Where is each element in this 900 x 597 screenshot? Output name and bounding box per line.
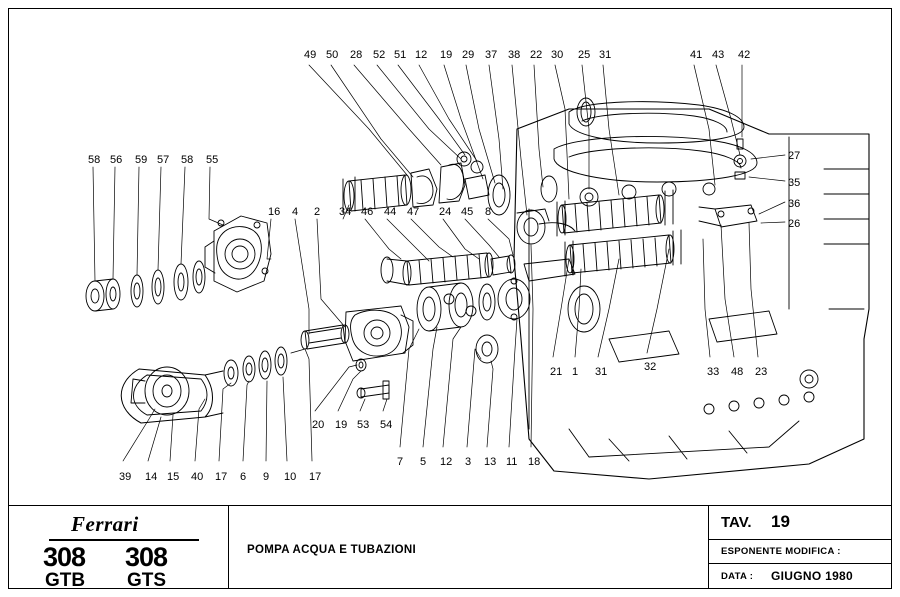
model-number-left: 308 (43, 542, 86, 572)
callout-number: 30 (551, 49, 564, 61)
callout-number: 20 (312, 419, 325, 431)
callout-number: 31 (595, 366, 608, 378)
callout-number: 56 (110, 154, 123, 166)
title-block-logo-cell (9, 506, 229, 589)
revision-label: ESPONENTE MODIFICA : (721, 546, 841, 557)
revision-row (709, 540, 891, 564)
callout-number: 23 (755, 366, 768, 378)
callout-number: 29 (462, 49, 475, 61)
date-row (709, 564, 891, 589)
callout-number: 17 (309, 471, 322, 483)
callout-number: 7 (397, 456, 404, 468)
callout-number: 4 (292, 206, 299, 218)
callout-number: 48 (731, 366, 744, 378)
callout-number: 31 (599, 49, 612, 61)
callout-number: 36 (788, 198, 801, 210)
callout-number: 15 (167, 471, 180, 483)
callout-number: 35 (788, 177, 801, 189)
title-block (9, 505, 891, 589)
callout-number: 25 (578, 49, 591, 61)
callout-number: 9 (263, 471, 270, 483)
callout-number: 44 (384, 206, 397, 218)
callout-number: 14 (145, 471, 158, 483)
callout-number: 47 (407, 206, 420, 218)
body-type-gts: GTS (127, 570, 167, 591)
callout-number: 32 (644, 361, 657, 373)
callout-number: 21 (550, 366, 563, 378)
callout-number: 22 (530, 49, 543, 61)
callout-number: 13 (484, 456, 497, 468)
callout-number: 16 (268, 206, 281, 218)
table-number-row (709, 506, 891, 540)
callout-number: 12 (415, 49, 428, 61)
callout-number: 50 (326, 49, 339, 61)
date-label: DATA : (721, 571, 754, 582)
callout-number: 45 (461, 206, 474, 218)
callout-number: 41 (690, 49, 703, 61)
callout-number: 51 (394, 49, 407, 61)
exploded-view-illustration (9, 9, 891, 504)
callout-number: 2 (314, 206, 321, 218)
callout-number: 6 (240, 471, 247, 483)
callout-number: 59 (135, 154, 148, 166)
callout-number: 38 (508, 49, 521, 61)
callout-number: 19 (440, 49, 453, 61)
technical-drawing (9, 9, 891, 504)
callout-number: 33 (707, 366, 720, 378)
callout-number: 17 (215, 471, 228, 483)
tav-number: 19 (771, 512, 790, 531)
callout-number: 12 (440, 456, 453, 468)
callout-number: 27 (788, 150, 801, 162)
body-type-gtb: GTB (45, 570, 86, 591)
callout-number: 57 (157, 154, 170, 166)
title-block-description-cell (229, 506, 709, 589)
callout-number: 11 (506, 456, 518, 468)
callout-number: 28 (350, 49, 363, 61)
drawing-title: POMPA ACQUA E TUBAZIONI (247, 544, 416, 556)
logo-divider-rule (49, 539, 199, 541)
date-value: GIUGNO 1980 (771, 569, 853, 583)
callout-number: 55 (206, 154, 219, 166)
callout-number: 5 (420, 456, 427, 468)
callout-number: 40 (191, 471, 204, 483)
callout-number: 1 (572, 366, 579, 378)
callout-number: 43 (712, 49, 725, 61)
callout-number: 10 (284, 471, 297, 483)
callout-number: 52 (373, 49, 386, 61)
callout-number: 8 (485, 206, 492, 218)
tav-label: TAV. (721, 514, 752, 531)
callout-number: 46 (361, 206, 374, 218)
callout-number: 19 (335, 419, 348, 431)
model-number-right: 308 (125, 542, 168, 572)
callout-number: 37 (485, 49, 498, 61)
callout-number: 3 (465, 456, 472, 468)
callout-number: 58 (181, 154, 194, 166)
callout-number: 34 (339, 206, 352, 218)
ferrari-wordmark: Ferrari (71, 512, 139, 536)
callout-number: 42 (738, 49, 751, 61)
callout-number: 24 (439, 206, 452, 218)
callout-number: 49 (304, 49, 317, 61)
callout-number: 54 (380, 419, 393, 431)
callout-number: 39 (119, 471, 132, 483)
callout-number: 58 (88, 154, 101, 166)
callout-number: 26 (788, 218, 801, 230)
callout-number: 18 (528, 456, 541, 468)
callout-number: 53 (357, 419, 370, 431)
title-block-info-cell (709, 506, 891, 589)
